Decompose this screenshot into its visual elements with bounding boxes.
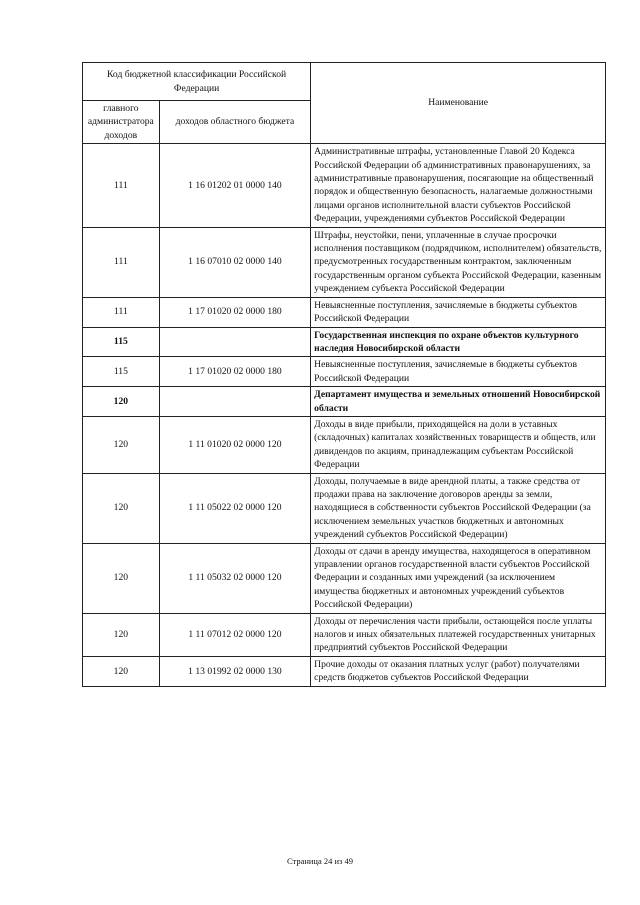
income-code-cell: 1 11 01020 02 0000 120 [159, 416, 310, 473]
name-cell: Доходы от сдачи в аренду имущества, находящегося в оперативном управлении органов государственной власти субъектов Российской Федерации и созданных ими учреждений (за исключением имущества бюджетных и автономных учреждений субъектов Российской Федерации) [311, 543, 606, 613]
admin-code-cell: 115 [83, 327, 160, 357]
income-code-cell: 1 11 05022 02 0000 120 [159, 473, 310, 543]
income-code-cell: 1 13 01992 02 0000 130 [159, 656, 310, 686]
income-code-cell: 1 17 01020 02 0000 180 [159, 297, 310, 327]
table-row [83, 613, 606, 656]
admin-column-header: главного администратора доходов [83, 101, 160, 144]
table-row [83, 327, 606, 357]
admin-code-cell: 120 [83, 473, 160, 543]
admin-code-cell: 111 [83, 297, 160, 327]
admin-code-cell: 115 [83, 357, 160, 387]
table-row [83, 297, 606, 327]
admin-code-cell: 120 [83, 543, 160, 613]
name-cell: Невыясненные поступления, зачисляемые в бюджеты субъектов Российской Федерации [311, 297, 606, 327]
income-code-cell: 1 16 01202 01 0000 140 [159, 144, 310, 227]
name-cell: Доходы, получаемые в виде арендной платы, а также средства от продажи права на заключение договоров аренды за земли, находящиеся в собственности субъектов Российской Федерации (за исключением земельных участков бюджетных и автономных учреждений субъектов Российской Федерации) [311, 473, 606, 543]
table-row [83, 543, 606, 613]
table-row [83, 473, 606, 543]
page-number: Страница 24 из 49 [286, 856, 354, 866]
admin-code-cell: 111 [83, 144, 160, 227]
name-cell: Доходы в виде прибыли, приходящейся на доли в уставных (складочных) капиталах хозяйственных товариществ и обществ, или дивидендов по акциям, принадлежащим субъектам Российской Федерации [311, 416, 606, 473]
table-body [83, 144, 606, 686]
table-row [83, 656, 606, 686]
income-code-cell [159, 327, 310, 357]
income-code-cell: 1 11 07012 02 0000 120 [159, 613, 310, 656]
table-row [83, 227, 606, 297]
income-code-cell: 1 11 05032 02 0000 120 [159, 543, 310, 613]
budget-classification-table [82, 62, 606, 687]
name-cell: Доходы от перечисления части прибыли, остающейся после уплаты налогов и иных обязательных платежей государственных унитарных предприятий субъектов Российской Федерации [311, 613, 606, 656]
name-column-header: Наименование [311, 63, 606, 144]
admin-code-cell: 120 [83, 416, 160, 473]
code-group-header: Код бюджетной классификации Российской Федерации [83, 63, 311, 101]
name-cell: Административные штрафы, установленные Главой 20 Кодекса Российской Федерации об административных правонарушениях, за административные правонарушения, посягающие на общественный порядок и общественную безопасность, налагаемые должностными лицами органов исполнительной власти субъектов Российской Федерации, учреждениями субъектов Российской Федерации [311, 144, 606, 227]
name-cell: Невыясненные поступления, зачисляемые в бюджеты субъектов Российской Федерации [311, 357, 606, 387]
table-row [83, 357, 606, 387]
name-cell: Департамент имущества и земельных отношений Новосибирской области [311, 387, 606, 417]
income-column-header: доходов областного бюджета [159, 101, 310, 144]
name-cell: Штрафы, неустойки, пени, уплаченные в случае просрочки исполнения поставщиком (подрядчиком, исполнителем) обязательств, предусмотренных государственным контрактом, заключенным государственным органом субъекта Российской Федерации, казенным учреждением субъекта Российской Федерации [311, 227, 606, 297]
table-row [83, 416, 606, 473]
admin-code-cell: 120 [83, 656, 160, 686]
income-code-cell: 1 16 07010 02 0000 140 [159, 227, 310, 297]
income-code-cell [159, 387, 310, 417]
income-code-cell: 1 17 01020 02 0000 180 [159, 357, 310, 387]
name-cell: Прочие доходы от оказания платных услуг (работ) получателями средств бюджетов субъектов Российской Федерации [311, 656, 606, 686]
name-cell: Государственная инспекция по охране объектов культурного наследия Новосибирской области [311, 327, 606, 357]
admin-code-cell: 120 [83, 387, 160, 417]
admin-code-cell: 120 [83, 613, 160, 656]
table-row [83, 144, 606, 227]
admin-code-cell: 111 [83, 227, 160, 297]
table-row [83, 387, 606, 417]
